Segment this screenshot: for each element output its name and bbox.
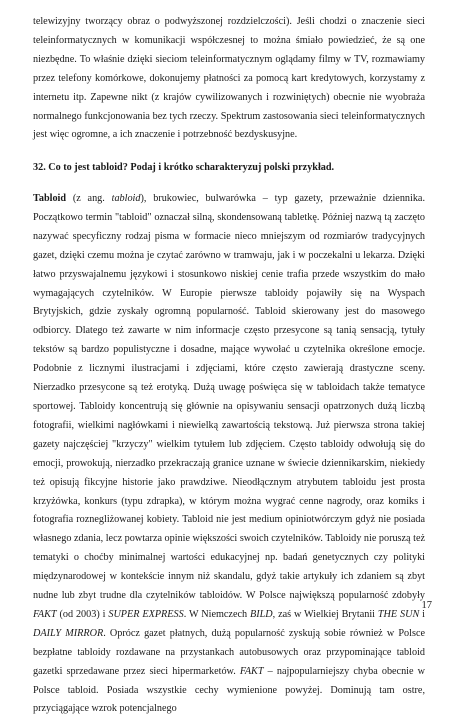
- text-span: – najpopularniejszy chyba obecnie w Polsce tabloid. Posiada wszystkie cechy wymienione powyżej. Dominują tam ostre, przyciągające wzrok potencjalnego: [33, 665, 426, 715]
- title-bild: BILD: [249, 608, 273, 620]
- tabloid-term: Tabloid: [33, 193, 67, 204]
- text-span: . W Niemczech: [183, 608, 250, 620]
- title-fakt-2: FAKT: [239, 665, 264, 677]
- title-fakt: FAKT: [33, 608, 57, 620]
- title-the-sun: THE SUN: [377, 608, 420, 620]
- title-super-express: SUPER EXPRESS: [108, 608, 184, 620]
- question-heading: 32. Co to jest tabloid? Podaj i krótko scharakteryzuj polski przykład.: [33, 162, 335, 173]
- text-span: (z ang.: [66, 193, 112, 204]
- title-daily-mirror: DAILY MIRROR: [33, 627, 104, 639]
- text-span: (od 2003) i: [56, 608, 109, 620]
- text-span: . Oprócz gazet płatnych, dużą popularność zyskują sobie również w Polsce bezpłatne tabloidy rozdawane na przystankach autobusowych oraz przypominające tabloid gazetki sprzedawane przez sieci hipermarketów.: [33, 627, 425, 677]
- text-span: i: [419, 608, 426, 620]
- paragraph-networks: telewizyjny tworzący obraz o podwyższonej rozdzielczości). Jeśli chodzi o znaczenie sieci teleinformatycznych w komunikacji współczesnej to można śmiało powiedzieć, że są one niezbędne. To właśnie dzięki sieciom teleinformatycznym oglądamy filmy w TV, rozmawiamy przez telefony komórkowe, dokonujemy płatności za pomocą kart kredytowych, korzystamy z internetu itp. Zapewne nikt (z krajów cywilizowanych i rozwiniętych) obecnie nie wyobraża normalnego funkcjonowania bez tych rzeczy. Spektrum zastosowania sieci teleinformatycznych jest więc ogromne, a ich znaczenie i potrzebność bezdyskusyjne.: [33, 16, 425, 141]
- text-span: ), brukowiec, bulwarówka – typ gazety, przeważnie dziennika. Początkowo termin "tabloid" oznaczał silną, skondensowaną tabletkę. Później nazwą tą zaczęto nazywać specyficzny rodzaj pisma w formacie nieco mniejszym od rozmiarów tradycyjnych gazet, dzięki czemu można je czytać zarówno w tramwaju, jak i w poczekalni u lekarza. Dzięki łatwo przyswajalnemu językowi i stosunkowo niskiej cenie trafia przede wszystkim do mało wymagających czytelników. W Europie pierwsze tabloidy pojawiły się na Wyspach Brytyjskich, gdzie zyskały ogromną popularność. Tabloid skierowany jest do masowego odbiorcy. Dlatego też zawarte w nim informacje często przesycone są tanią sensacją, tytuły tekstów są bardzo populistyczne i dosadne, mające wywołać u czytelnika określone emocje. Podobnie z licznymi ilustracjami i zdjęciami, które często zawierają drastyczne sceny. Nierzadko przesycone są też erotyką. Dużą uwagę poświęca się w tabloidach także tematyce sportowej. Tabloidy koncentrują się głównie na opisywaniu sensacji opatrzonych dużą liczbą fotografii, wielkimi nagłówkami i niewielką zawartością tekstową. Już pierwsza strona takiej gazety najczęściej "krzyczy" wielkim tytułem lub zdjęciem. Często tabloidy odwołują się do emocji, prowokują, nierzadko przekraczają granice uznane w świecie dziennikarskim, niekiedy też opisują fikcyjne historie jako prawdziwe. Nieodłącznym atrybutem tabloidu jest prosta krzyżówka, konkurs (typu zdrapka), w którym można wygrać cenne nagrody, oraz komiks i fotografia roznegliżowanej kobiety. Tabloid nie jest medium opiniotwórczym gdyż nie posiada własnego zdania, lecz powtarza opinie większości swoich czytelników. Tabloidy nie poruszą też tematyki o choćby minimalnej wartości edukacyjnej np. badań genetycznych czy polityki międzynarodowej w kontekście innym niż skandalu, gdyż takie artykuły ich zdaniem są zbyt nudne lub zbyt trudne dla czytelników tabloidów. W Polsce największą popularność zdobyły: [33, 193, 425, 602]
- text-span: , zaś w Wielkiej Brytanii: [272, 608, 378, 620]
- tabloid-etymology: tabloid: [111, 193, 141, 204]
- page-number: 17: [421, 600, 432, 611]
